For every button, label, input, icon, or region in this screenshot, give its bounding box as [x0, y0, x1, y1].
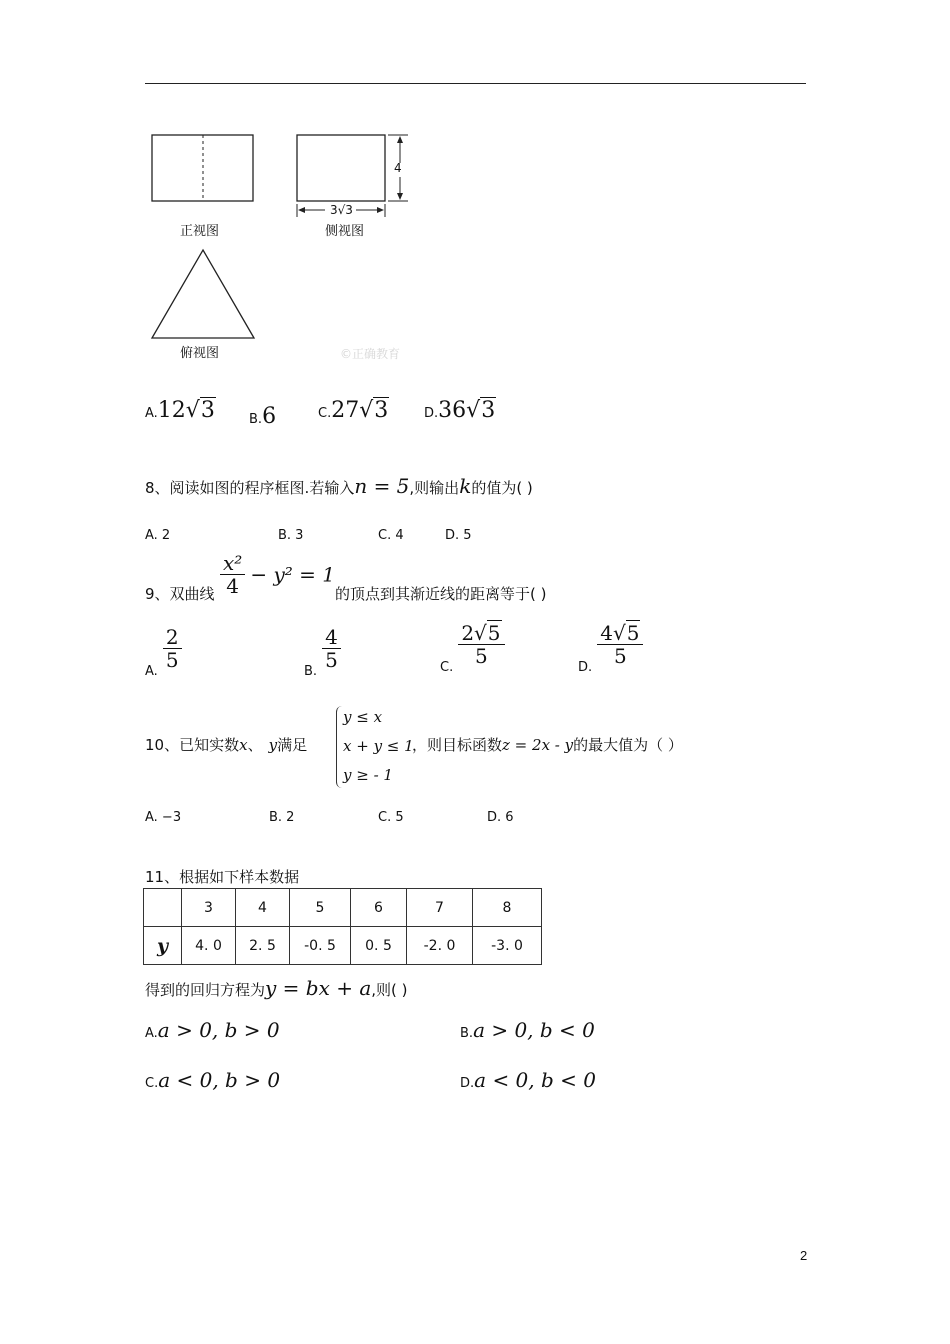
q8-option-b[interactable]: B. 3 [278, 528, 304, 543]
q11-option-b[interactable]: B.a > 0, b < 0 [460, 1018, 595, 1042]
q10-option-a[interactable]: A. −3 [145, 810, 182, 825]
q10-option-c[interactable]: C. 5 [378, 810, 404, 825]
q10-option-b[interactable]: B. 2 [269, 810, 295, 825]
table-row: 3 4 5 6 7 8 [144, 889, 542, 927]
top-view-triangle [152, 250, 254, 338]
constraint-3: y ≥ - 1 [343, 766, 393, 784]
three-view-figure [140, 125, 430, 365]
q10-option-d[interactable]: D. 6 [487, 810, 514, 825]
q7-option-d[interactable]: D.36√3 [424, 398, 496, 423]
q9-option-a[interactable]: $_{A.}$ $\frac{2}{5}$ [145, 626, 182, 679]
q8-option-d[interactable]: D. 5 [445, 528, 472, 543]
q8-option-a[interactable]: A. 2 [145, 528, 171, 543]
sample-data-table [143, 888, 542, 965]
question-10-suffix: ，则目标函数z = 2x - y的最大值为（ ） [412, 736, 683, 754]
front-view-label: 正视图 [180, 224, 220, 239]
header-rule [145, 83, 806, 84]
system-brace [336, 706, 343, 788]
question-9-suffix: 的顶点到其渐近线的距离等于( ) [335, 585, 547, 603]
q7-option-a[interactable]: A.12√3 [145, 398, 215, 423]
side-view-rect [297, 135, 385, 201]
question-8: 8、阅读如图的程序框图.若输入n = 5,则输出k的值为( ) [145, 474, 533, 498]
top-view-label: 俯视图 [180, 346, 220, 361]
page-number: 2 [800, 1248, 808, 1263]
width-dimension: 3√3 [330, 203, 353, 217]
q11-option-a[interactable]: A.a > 0, b > 0 [145, 1018, 280, 1042]
constraint-1: y ≤ x [343, 708, 383, 726]
constraint-2: x + y ≤ 1 [343, 737, 414, 755]
question-10-prefix: 10、已知实数x、 y满足 [145, 736, 308, 754]
side-view-label: 侧视图 [325, 224, 365, 239]
regression-line: 得到的回归方程为y = bx + a,则( ) [145, 976, 408, 1000]
q7-option-b[interactable]: B.6 [249, 404, 277, 429]
q9-hyperbola-equation: $\frac{\text{x²}}{4}$ − y² = 1 [220, 552, 335, 597]
watermark: ©正确教育 [340, 347, 401, 361]
q9-option-d[interactable]: $_{D.}$ $\frac{4√5}{5}$ [578, 622, 643, 675]
table-row: y 4. 0 2. 5 -0. 5 0. 5 -2. 0 -3. 0 [144, 927, 542, 965]
q9-option-c[interactable]: $_{C.}$ $\frac{2√5}{5}$ [440, 622, 505, 675]
question-11: 11、根据如下样本数据 [145, 868, 300, 886]
q8-option-c[interactable]: C. 4 [378, 528, 404, 543]
height-dimension: 4 [394, 161, 402, 175]
q9-option-b[interactable]: $_{B.}$ $\frac{4}{5}$ [304, 626, 341, 679]
q11-option-d[interactable]: D.a < 0, b < 0 [460, 1068, 596, 1092]
q7-option-c[interactable]: C.27√3 [318, 398, 389, 423]
question-9-prefix: 9、双曲线 [145, 585, 215, 603]
q11-option-c[interactable]: C.a < 0, b > 0 [145, 1068, 281, 1092]
